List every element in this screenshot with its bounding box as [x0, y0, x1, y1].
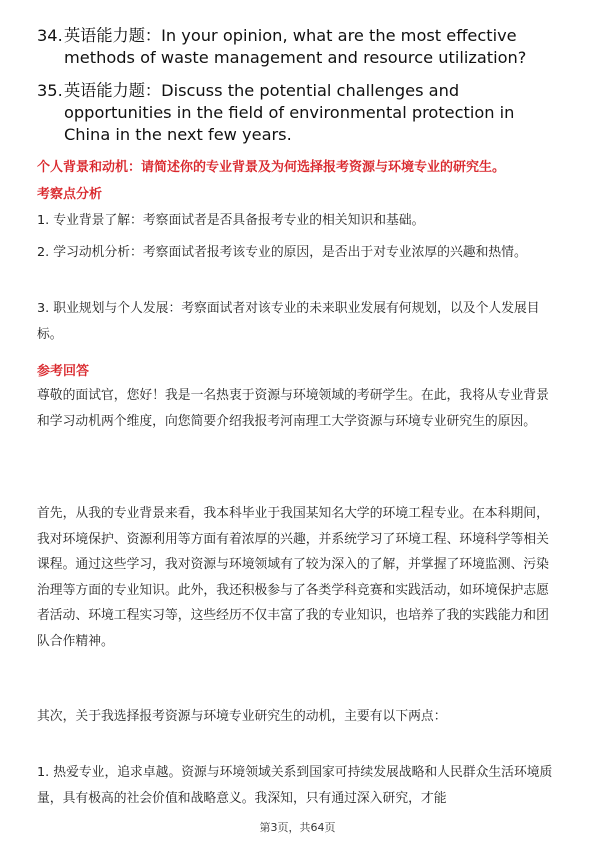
question-text: 英语能力题：In your opinion, what are the most effective methods of waste management and resource utilization?: [64, 26, 527, 67]
analysis-heading: 考察点分析: [37, 187, 103, 202]
page-footer: 第3页，共64页: [259, 821, 336, 834]
answer-heading: 参考回答: [37, 364, 90, 379]
answer-paragraph: 首先，从我的专业背景来看，我本科毕业于我国某知名大学的环境工程专业。在本科期间，我对环境保护、资源利用等方面有着浓厚的兴趣，并系统学习了环境工程、环境科学等相关课程。通过这些学习，我对资源与环境领域有了较为深入的了解，并掌握了环境监测、污染治理等方面的专业知识。此外，我还积极参与了各类学科竞赛和实践活动，如环境保护志愿者活动、环境工程实习等，这些经历不仅丰富了我的专业知识，也培养了我的实践能力和团队合作精神。: [37, 506, 549, 649]
section-title: 个人背景和动机：请简述你的专业背景及为何选择报考资源与环境专业的研究生。: [37, 160, 506, 175]
question-text: 英语能力题：Discuss the potential challenges and opportunities in the field of environmental protection in China in the next few years.: [64, 81, 515, 144]
answer-paragraph: 尊敬的面试官，您好！我是一名热衷于资源与环境领域的考研学生。在此，我将从专业背景和学习动机两个维度，向您简要介绍我报考河南理工大学资源与环境专业研究生的原因。: [37, 388, 549, 429]
answer-paragraph: 1. 热爱专业，追求卓越。资源与环境领域关系到国家可持续发展战略和人民群众生活环境质量，具有极高的社会价值和战略意义。我深知，只有通过深入研究，才能: [37, 765, 553, 806]
analysis-item: 3. 职业规划与个人发展：考察面试者对该专业的未来职业发展有何规划，以及个人发展目标。: [37, 301, 540, 342]
question-number: 35.: [37, 81, 63, 100]
question-number: 34.: [37, 26, 63, 45]
answer-paragraph: 其次，关于我选择报考资源与环境专业研究生的动机，主要有以下两点：: [37, 709, 447, 724]
analysis-item: 2. 学习动机分析：考察面试者报考该专业的原因，是否出于对专业浓厚的兴趣和热情。: [37, 245, 527, 260]
analysis-item: 1. 专业背景了解：考察面试者是否具备报考专业的相关知识和基础。: [37, 213, 425, 228]
